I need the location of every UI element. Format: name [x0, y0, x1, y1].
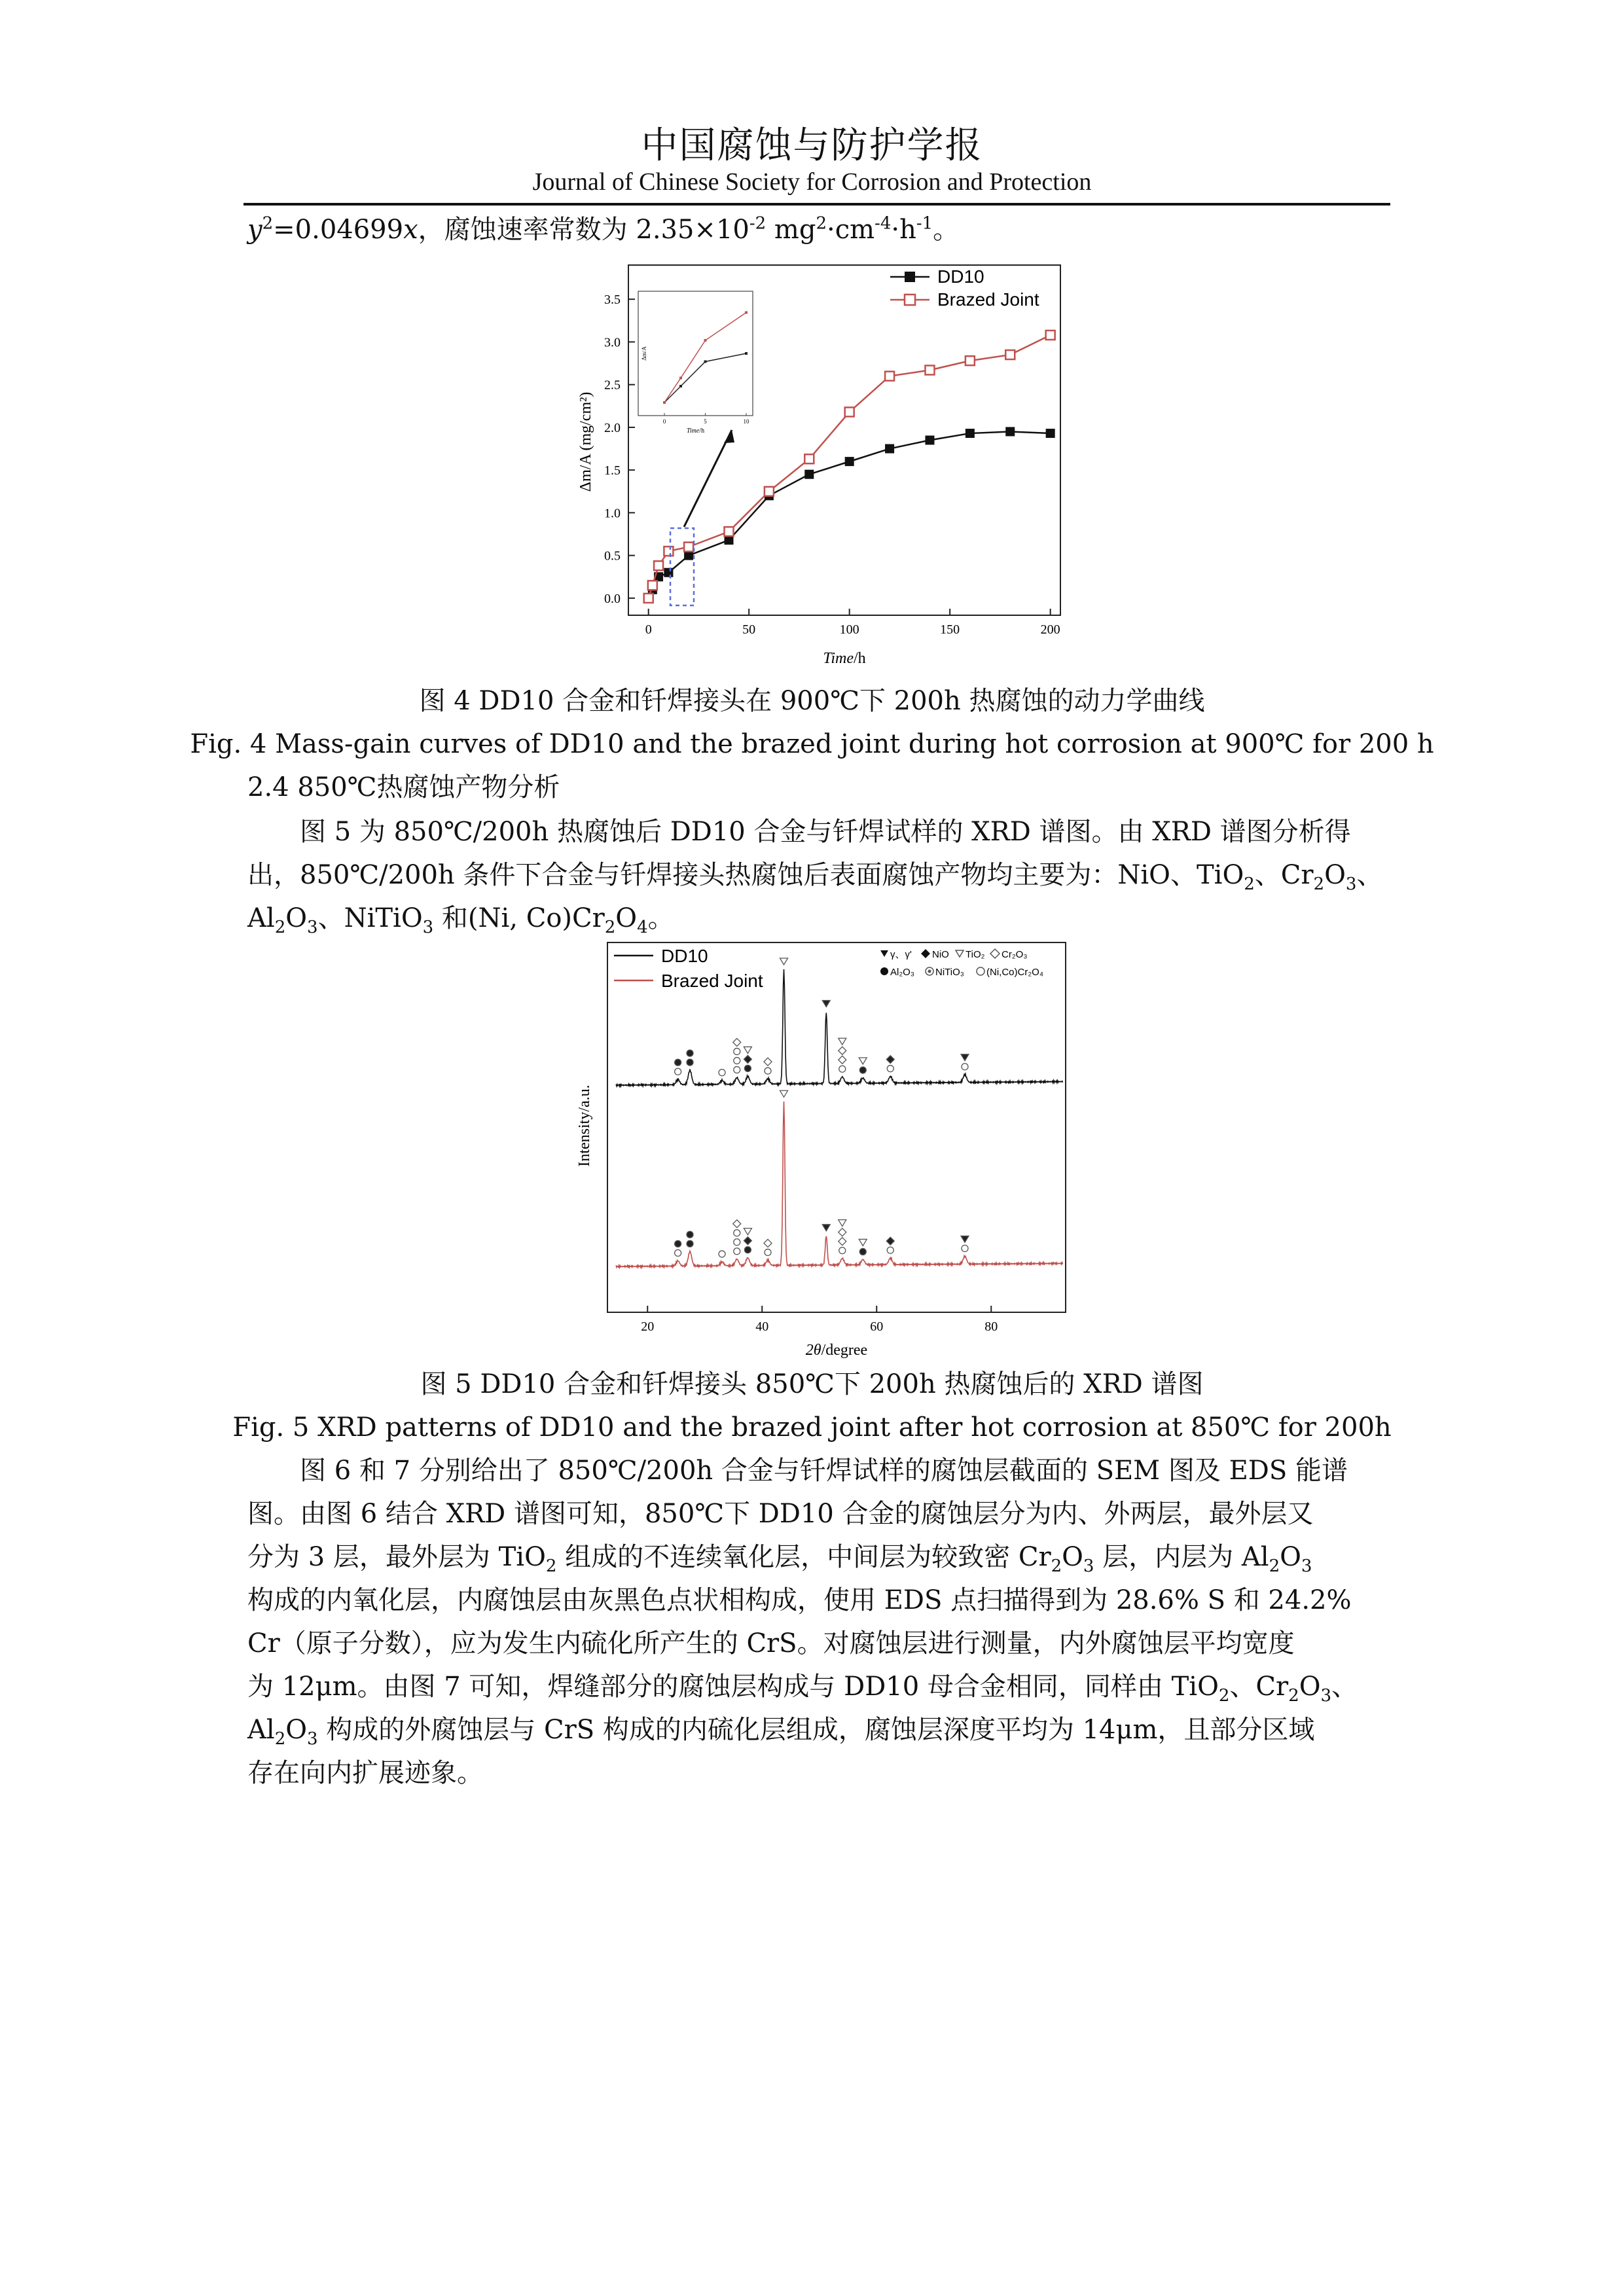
paragraph-2-line-3: 分为 3 层，最外层为 TiO$_2$ 组成的不连续氧化层，中间层为较致密 $Cr_2O_3$ 层，内层为 $Al_2O_3$ [247, 1542, 1312, 1576]
fig4-ytick-label: 3.0 [604, 335, 621, 350]
fig5-plot-frame [607, 942, 1066, 1312]
fig4-inset-point [745, 352, 748, 355]
fig4-point-dd10 [885, 444, 894, 454]
fig5-phase-marker [687, 1231, 693, 1238]
fig4-inset-xtick-label: 10 [743, 418, 749, 425]
fig4-ytick-label: 1.0 [604, 506, 621, 521]
fig5-phase-marker [744, 1047, 751, 1053]
paragraph-2-line-7: $Al_2O_3$ 构成的外腐蚀层与 CrS 构成的内硫化层组成，腐蚀层深度平均为 14μm，且部分区域 [247, 1715, 1315, 1749]
fig5-phase-marker [734, 1230, 740, 1236]
fig5-phase-marker [839, 1238, 846, 1246]
fig5-phase-marker [675, 1240, 681, 1247]
paragraph-2-line-4: 构成的内氧化层，内腐蚀层由灰黑色点状相构成，使用 EDS 点扫描得到为 28.6% S 和 24.2% [247, 1585, 1352, 1615]
fig5-phase-marker [765, 1249, 771, 1255]
fig5-phase-al2o3: Al₂O₃ [890, 967, 914, 978]
fig5-phase-marker [733, 1039, 741, 1047]
fig4-inset-point [745, 312, 748, 314]
fig4-inset-xlabel-unit: /h [699, 427, 705, 435]
fig5-phase-marker [822, 1000, 830, 1007]
fig4-ytick-label: 2.5 [604, 378, 621, 393]
fig4-inset-point [679, 385, 682, 387]
fig5-phase-marker [780, 958, 788, 965]
fig5-phase-marker [765, 1067, 771, 1074]
fig4-inset-xtick-label: 0 [662, 418, 666, 425]
fig5-phase-marker [719, 1069, 725, 1076]
paragraph-2-line-8: 存在向内扩展迹象。 [247, 1758, 483, 1788]
fig5-legend-brazed: Brazed Joint [661, 971, 763, 991]
fig5-phase-marker [839, 1056, 846, 1064]
fig4-arrow-head [724, 430, 734, 443]
fig4-xtick-label: 200 [1040, 622, 1060, 637]
fig4-ytick-label: 3.5 [604, 293, 621, 308]
fig5-phase-marker [962, 1064, 968, 1070]
fig5-phase-nitio3: NiTiO₃ [935, 967, 964, 978]
fig5-phase-marker [675, 1249, 681, 1256]
fig5-phase-marker [887, 1247, 893, 1253]
paragraph-1-line-3: $Al_2O_3$、NiTiO$_3$ 和(Ni, $Co)Cr_2O_4$。 [247, 903, 674, 937]
fig5-phase-marker [675, 1059, 681, 1066]
fig5-phase-marker [822, 1225, 830, 1231]
figure-4-caption-zh: 图 4 DD10 合金和钎焊接头在 900℃下 200h 热腐蚀的动力学曲线 [419, 686, 1205, 716]
fig5-phase-marker [733, 1220, 741, 1228]
fig5-phase-marker [839, 1038, 846, 1045]
fig4-point-dd10 [925, 436, 934, 445]
fig4-ylabel: Δm/A (mg/cm²) [577, 391, 594, 492]
fig4-point-brazed [925, 366, 934, 375]
journal-title-zh: 中国腐蚀与防护学报 [641, 124, 983, 167]
fig4-point-brazed [654, 561, 663, 570]
fig5-phase-marker [744, 1247, 751, 1253]
fig5-phase-marker [886, 1237, 894, 1245]
fig4-point-dd10 [845, 457, 854, 466]
rate-formula-line: $y^2=0.04699x$，腐蚀速率常数为 $2.35\times 10^{-2}$ $mg^2\cdot cm^{-4}\cdot h^{-1}$。 [247, 213, 960, 245]
fig4-inset-point [704, 361, 707, 363]
fig4-point-brazed [804, 454, 814, 463]
paragraph-1-line-1: 图 5 为 850℃/200h 热腐蚀后 DD10 合金与钎焊试样的 XRD 谱图。由 XRD 谱图分析得 [300, 817, 1351, 847]
fig4-point-dd10 [1005, 427, 1015, 436]
fig4-inset-point [679, 377, 682, 380]
fig4-point-dd10 [1046, 429, 1055, 438]
journal-title-en: Journal of Chinese Society for Corrosion and Protection [532, 168, 1092, 196]
fig5-phase-marker [744, 1229, 751, 1235]
fig4-ytick-label: 0.5 [604, 548, 621, 564]
fig5-phase-marker [859, 1067, 866, 1073]
fig4-inset [638, 291, 753, 435]
fig5-phase-cr2o3: Cr₂O₃ [1001, 949, 1028, 960]
fig5-phase-marker [839, 1247, 846, 1254]
fig5-phase-marker [744, 1237, 751, 1245]
fig4-point-brazed [644, 594, 653, 603]
paragraph-2-line-5: Cr（原子分数），应为发生内硫化所产生的 CrS。对腐蚀层进行测量，内外腐蚀层平均宽度 [247, 1628, 1295, 1659]
fig5-xtick-label: 20 [641, 1319, 655, 1334]
fig5-ylabel: Intensity/a.u. [576, 1085, 593, 1167]
figure-4-kinetics-chart [563, 259, 1087, 677]
fig5-phase-marker [887, 1066, 893, 1072]
fig5-legend-dd10: DD10 [661, 946, 708, 966]
fig5-phase-nio: NiO [932, 949, 949, 960]
fig5-phase-gamma: γ、γ' [890, 949, 912, 960]
fig5-phase-marker [886, 1056, 894, 1064]
fig4-inset-point [704, 339, 707, 342]
paragraph-1-line-2: 出，850℃/200h 条件下合金与钎焊接头热腐蚀后表面腐蚀产物均主要为：NiO、TiO$_2$、$Cr_2O_3$、 [247, 860, 1383, 894]
fig5-phase-marker [859, 1248, 866, 1255]
fig4-point-dd10 [664, 568, 673, 577]
fig5-xtick-label: 40 [755, 1319, 769, 1334]
fig4-point-dd10 [804, 470, 814, 479]
fig5-legend [614, 946, 763, 991]
fig4-line-dd10 [649, 431, 1051, 598]
fig5-phase-marker [675, 1068, 681, 1075]
fig4-inset-ylabel: Δm/A [641, 346, 647, 361]
fig5-xlabel: 2θ/degree [805, 1342, 868, 1359]
paragraph-2-line-2: 图。由图 6 结合 XRD 谱图可知，850℃下 DD10 合金的腐蚀层分为内、外两层，最外层又 [247, 1499, 1314, 1529]
fig5-phase-marker [734, 1058, 740, 1064]
fig5-phase-marker [687, 1050, 693, 1056]
figure-5-caption-zh: 图 5 DD10 合金和钎焊接头 850℃下 200h 热腐蚀后的 XRD 谱图 [420, 1369, 1204, 1399]
fig4-point-brazed [1005, 350, 1015, 359]
paragraph-2-line-1: 图 6 和 7 分别给出了 850℃/200h 合金与钎焊试样的腐蚀层截面的 SEM 图及 EDS 能谱 [300, 1456, 1348, 1486]
fig4-ytick-label: 2.0 [604, 420, 621, 435]
fig4-point-brazed [648, 581, 657, 590]
fig4-point-brazed [885, 372, 894, 381]
fig5-phase-marker [961, 1054, 969, 1061]
fig5-xtick-label: 80 [984, 1319, 998, 1334]
fig4-xtick-label: 150 [940, 622, 960, 637]
fig5-phase-marker [962, 1245, 968, 1251]
fig4-legend-dd10: DD10 [937, 266, 984, 287]
fig5-series [616, 969, 1063, 1268]
fig5-phase-marker [839, 1047, 846, 1054]
figure-5-caption-en: Fig. 5 XRD patterns of DD10 and the brazed joint after hot corrosion at 850℃ for 200h [232, 1412, 1392, 1443]
fig4-point-brazed [965, 356, 975, 365]
fig4-inset-frame [638, 291, 753, 416]
fig4-point-brazed [724, 527, 733, 536]
fig4-point-brazed [845, 407, 854, 416]
fig4-zoom-box [670, 528, 694, 605]
header-rule [244, 203, 1390, 206]
fig5-phase-marker [764, 1239, 772, 1247]
fig4-xlabel: Time/h [823, 650, 866, 667]
fig5-phase-legend [880, 949, 1043, 978]
fig5-phase-marker [839, 1229, 846, 1236]
fig5-phase-marker [687, 1240, 693, 1247]
fig5-phase-marker [839, 1066, 846, 1072]
fig5-phase-marker [859, 1058, 867, 1064]
fig5-phase-marker [719, 1251, 725, 1257]
fig4-legend [890, 266, 1039, 310]
fig5-xtick-label: 60 [870, 1319, 884, 1334]
fig5-phase-marker [744, 1065, 751, 1071]
fig4-ytick-label: 0.0 [604, 591, 621, 606]
fig5-phase-marker [734, 1248, 740, 1255]
fig5-phase-marker [859, 1239, 867, 1246]
fig5-phase-marker [839, 1220, 846, 1227]
fig4-point-brazed [765, 487, 774, 496]
fig4-inset-xlabel [687, 427, 704, 435]
fig5-phase-tio2: TiO₂ [965, 949, 985, 960]
fig5-phase-nicocr2o4: (Ni,Co)Cr₂O₄ [986, 967, 1043, 978]
fig4-inset-xlabel-var: Time [686, 427, 700, 435]
fig5-phase-marker [734, 1239, 740, 1246]
fig4-point-brazed [1046, 331, 1055, 340]
fig4-point-dd10 [965, 429, 975, 438]
section-heading-2-4: 2.4 850℃热腐蚀产物分析 [247, 772, 560, 802]
fig4-point-brazed [664, 547, 673, 556]
fig5-phase-marker [764, 1058, 772, 1066]
fig4-point-brazed [684, 543, 693, 552]
fig4-ytick-label: 1.5 [604, 463, 621, 478]
fig5-phase-marker [961, 1236, 969, 1242]
fig5-phase-marker [687, 1059, 693, 1066]
fig5-phase-markers [675, 958, 969, 1257]
fig5-phase-marker [780, 1090, 788, 1097]
fig4-inset-xtick-label: 5 [704, 418, 707, 425]
fig4-xtick-label: 0 [645, 622, 652, 637]
fig4-xtick-label: 100 [839, 622, 859, 637]
figure-4-caption-en: Fig. 4 Mass-gain curves of DD10 and the brazed joint during hot corrosion at 900℃ for 200 h [190, 729, 1434, 759]
fig4-inset-point [663, 401, 666, 404]
fig4-zoom-arrow [684, 430, 732, 527]
fig5-phase-marker [744, 1055, 751, 1063]
fig5-axes [641, 1306, 998, 1334]
fig4-xtick-label: 50 [742, 622, 756, 637]
fig5-phase-marker [734, 1067, 740, 1073]
figure-5-xrd-chart [563, 936, 1087, 1361]
fig5-phase-marker [734, 1049, 740, 1055]
paragraph-2-line-6: 为 12μm。由图 7 可知，焊缝部分的腐蚀层构成与 DD10 母合金相同，同样由 TiO$_2$、$Cr_2O_3$、 [247, 1672, 1358, 1706]
fig4-legend-brazed: Brazed Joint [937, 289, 1039, 310]
